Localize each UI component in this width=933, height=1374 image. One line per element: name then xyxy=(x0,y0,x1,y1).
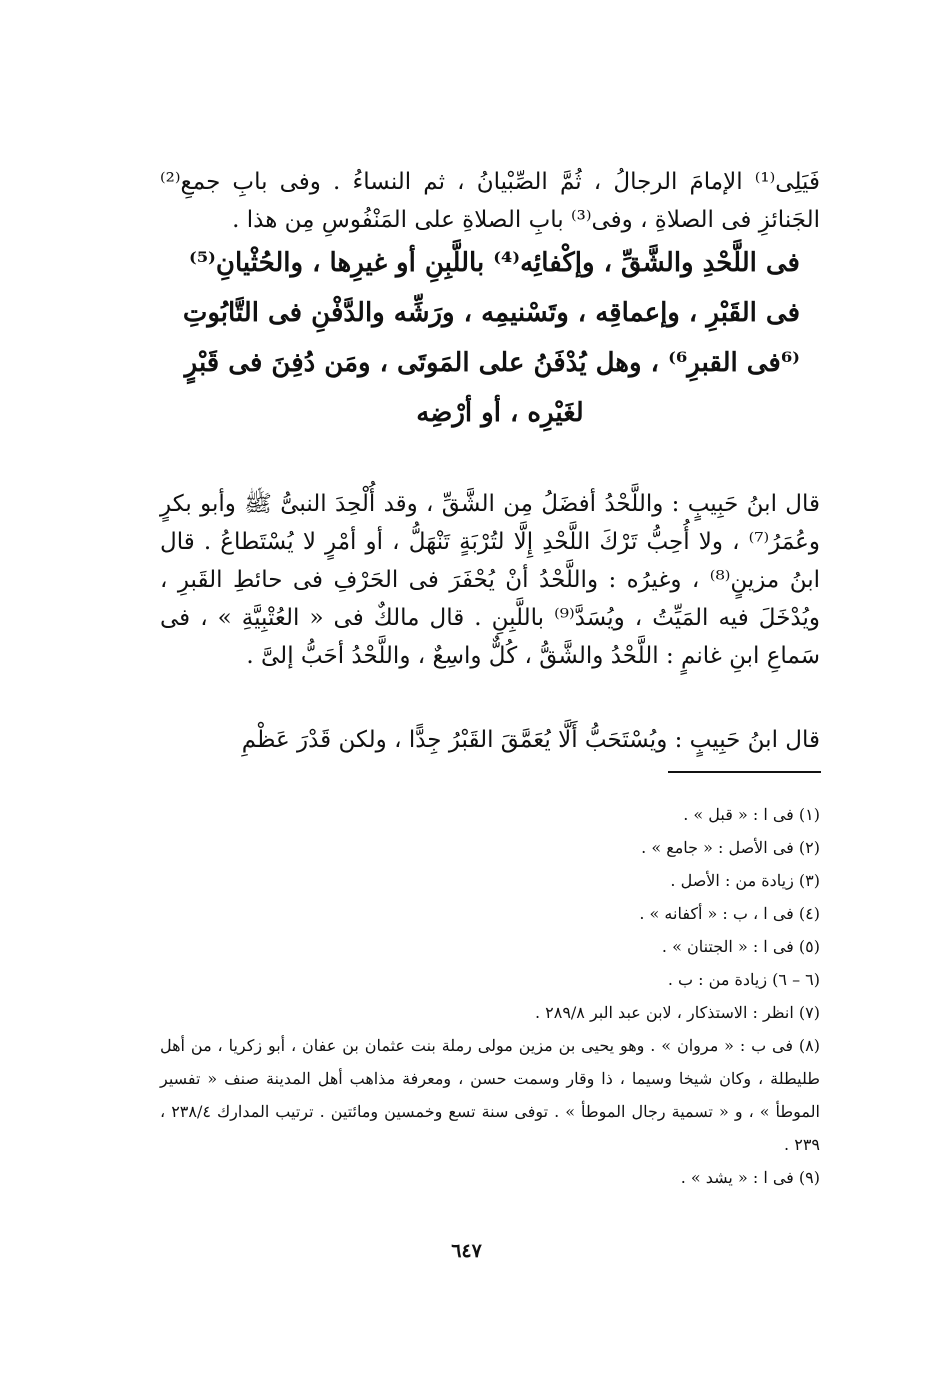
section-heading xyxy=(182,238,800,438)
footnote-6: (٦ – ٦) زيادة من : ب . xyxy=(667,970,820,989)
heading-line-3: ⁽⁶فى القبرِ⁶⁾ ، وهل يُدْفَنُ على المَوتَى ، ومَن دُفِنَ فى قَبْرٍ xyxy=(184,348,800,378)
heading-line-1: فى اللَّحْدِ والشَّقِّ ، وإكْفائِه⁽⁴⁾ باللَّبِنِ أو غيرِها ، والحُثْيانِ⁽⁵⁾ xyxy=(188,248,800,278)
footnote-5: (٥) فى ا : « الجتنان » . xyxy=(661,937,820,956)
footnote-2: (٢) فى الأصل : « جامع » . xyxy=(641,838,820,857)
footnote-4: (٤) فى ا ، ب : « أكفانه » . xyxy=(639,904,820,923)
footnote-1: (١) فى ا : « قبل » . xyxy=(683,805,820,824)
body-paragraph-intro: فَيَلِى⁽¹⁾ الإمامَ الرجالُ ، ثُمَّ الصِّبْيانُ ، ثم النساءُ . وفى بابِ جمعِ⁽²⁾ الجَنائزِ فى الصلاةِ ، وفى⁽³⁾ بابِ الصلاةِ على المَنْفُوسِ مِن هذا . xyxy=(160,169,820,233)
footnotes xyxy=(160,798,820,1194)
footnote-3: (٣) زيادة من : الأصل . xyxy=(670,871,820,890)
footnote-9: (٩) فى ا : « يشد » . xyxy=(680,1168,820,1187)
body-paragraph-continuation: قال ابنُ حَبِيبٍ : ويُسْتَحَبُّ أَلَّا يُعَمَّقَ القَبْرُ جِدًّا ، ولكن قَدْرَ عَظْمِ xyxy=(241,727,820,753)
page-number: ٦٤٧ xyxy=(451,1240,482,1262)
footnote-divider xyxy=(668,771,821,773)
body-paragraph-ibn-habib: قال ابنُ حَبِيبٍ : واللَّحْدُ أفضَلُ مِن الشَّقِّ ، وقد أُلْحِدَ النبىُّ ﷺ وأبو بكرٍ وعُمَرُ⁽⁷⁾ ، ولا أُحِبُّ تَرْكَ اللَّحْدِ إِلَّا لتُرْبَةٍ تَنْهَلُّ ، أو أمْرٍ لا يُسْتَطاعُ . قال ابنُ مزينٍ⁽⁸⁾ ، وغيرُه : واللَّحْدُ أنْ يُحْفَرَ فى الحَرْفِ فى حائطِ القَبرِ ، ويُدْخَلَ فيه المَيِّتُ ، ويُسَدَّ⁽⁹⁾ باللَّبِنِ . قال مالكٌ فى « العُتْبِيَّةِ » ، فى سَماعِ ابنِ غانمٍ : اللَّحْدُ والشَّقُّ ، كُلٌّ واسِعٌ ، واللَّحْدُ أحَبُّ إلىَّ . xyxy=(160,491,820,669)
heading-line-4: لغَيْرِه ، أو أرْضِه xyxy=(416,398,584,428)
footnote-8: (٨) فى ب : « مروان » . وهو يحيى بن مزين مولى رملة بنت عثمان بن عفان ، أبو زكريا ، من أهل طليطلة ، وكان شيخا وسيما ، ذا وقار وسمت حسن ، ومعرفة مذاهب أهل المدينة صنف « تفسير الموطأ » ، و « تسمية رجال الموطأ » . توفى سنة تسع وخمسين ومائتين . ترتيب المدارك ٢٣٨/٤ ، ٢٣٩ . xyxy=(160,1036,821,1154)
footnote-7: (٧) انظر : الاستذكار ، لابن عبد البر ٢٨٩/٨ . xyxy=(534,1003,820,1022)
heading-line-2: فى القَبْرِ ، وإعماقِه ، وتَسْنيمِه ، ورَشِّه والدَّفْنِ فى التَّابُوتِ xyxy=(182,298,800,328)
